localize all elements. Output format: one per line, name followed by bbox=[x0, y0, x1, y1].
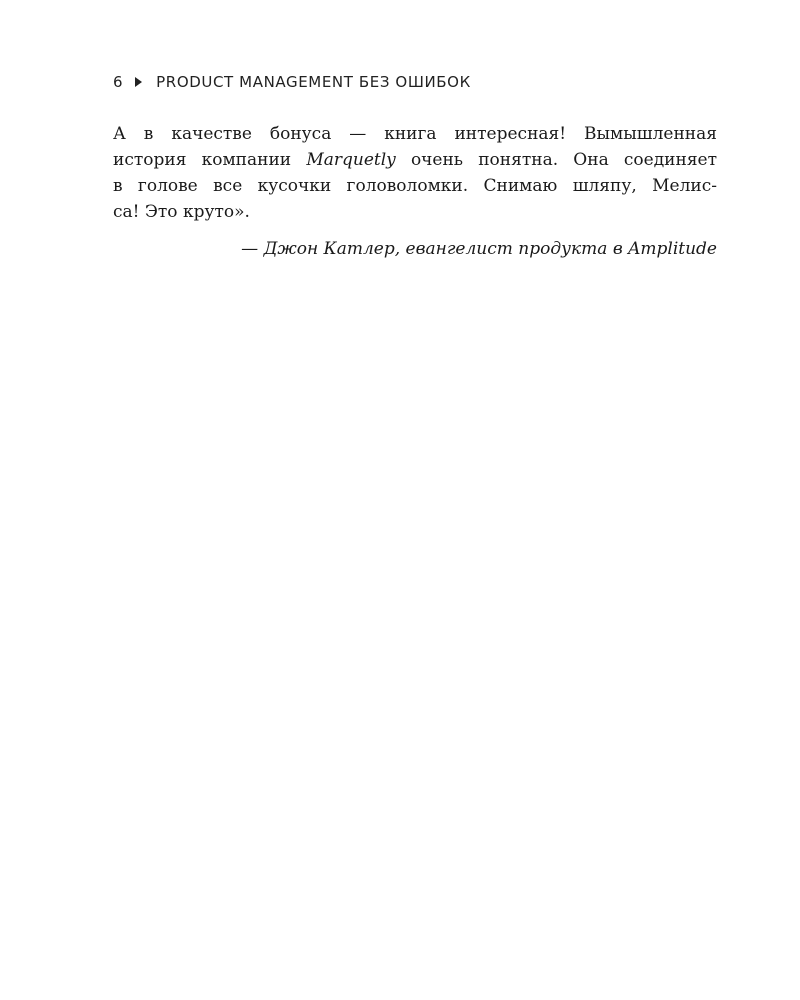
running-head bbox=[113, 73, 471, 91]
triangle-marker-icon bbox=[135, 77, 142, 87]
quote-line: А в качестве бонуса — книга интересная! Вымышленная bbox=[113, 124, 717, 144]
quote-attribution: — Джон Катлер, евангелист продукта в Amplitude bbox=[241, 239, 717, 259]
quote-line: в голове все кусочки головоломки. Снимаю шляпу, Мелис- bbox=[113, 176, 717, 196]
quote-text: история компании bbox=[113, 150, 307, 170]
quote-line: са! Это круто». bbox=[113, 202, 250, 222]
quote-text: очень понятна. Она соединяет bbox=[395, 150, 718, 170]
quote-paragraph bbox=[113, 121, 717, 225]
book-title: PRODUCT MANAGEMENT БЕЗ ОШИБОК bbox=[156, 73, 471, 91]
quote-line bbox=[113, 147, 717, 173]
company-name: Marquetly bbox=[306, 150, 396, 170]
page-number: 6 bbox=[113, 73, 124, 91]
